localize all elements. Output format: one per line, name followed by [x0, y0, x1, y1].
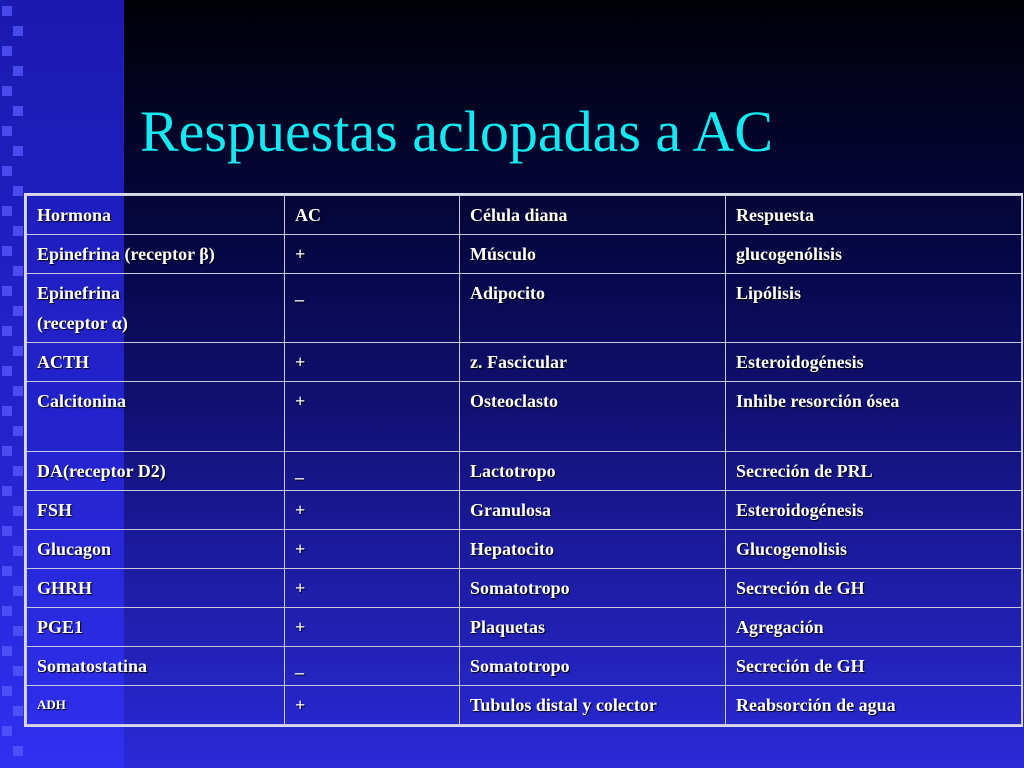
table-row [27, 608, 1022, 647]
cell-celula: Adipocito [460, 274, 726, 343]
decor-square [13, 106, 23, 116]
decor-square [2, 726, 12, 736]
decor-square [13, 666, 23, 676]
decor-square [13, 546, 23, 556]
header-respuesta: Respuesta [726, 196, 1022, 235]
cell-respuesta: Esteroidogénesis [726, 491, 1022, 530]
cell-hormona: GHRH [27, 569, 285, 608]
decor-square [13, 186, 23, 196]
cell-ac: _ [285, 647, 460, 686]
decor-square [2, 326, 12, 336]
decor-square [2, 126, 12, 136]
cell-hormona: Glucagon [27, 530, 285, 569]
table-row [27, 274, 1022, 343]
cell-hormona: DA(receptor D2) [27, 452, 285, 491]
cell-hormona: FSH [27, 491, 285, 530]
cell-hormona: Epinefrina (receptor β) [27, 235, 285, 274]
cell-ac: + [285, 235, 460, 274]
table-row [27, 491, 1022, 530]
cell-hormona: ADH [27, 686, 285, 725]
decor-square [2, 646, 12, 656]
cell-celula: Hepatocito [460, 530, 726, 569]
decor-square [2, 406, 12, 416]
decor-square [13, 386, 23, 396]
cell-ac: + [285, 343, 460, 382]
decor-square [2, 366, 12, 376]
decor-square [13, 26, 23, 36]
table-row [27, 569, 1022, 608]
cell-ac: + [285, 491, 460, 530]
cell-hormona: Somatostatina [27, 647, 285, 686]
cell-ac: + [285, 686, 460, 725]
decor-square [2, 446, 12, 456]
table-row [27, 343, 1022, 382]
decor-square [13, 66, 23, 76]
cell-hormona: PGE1 [27, 608, 285, 647]
decor-square [13, 306, 23, 316]
cell-respuesta: Glucogenolisis [726, 530, 1022, 569]
cell-hormona-line2: (receptor α) [37, 313, 128, 333]
decor-square [2, 286, 12, 296]
header-ac: AC [285, 196, 460, 235]
cell-respuesta: Secreción de PRL [726, 452, 1022, 491]
cell-respuesta: Secreción de GH [726, 647, 1022, 686]
decor-square [2, 686, 12, 696]
decor-square [13, 426, 23, 436]
hormone-table [24, 193, 1023, 727]
decor-square [13, 346, 23, 356]
decor-square [13, 626, 23, 636]
decor-square [13, 706, 23, 716]
header-hormona: Hormona [27, 196, 285, 235]
cell-celula: Osteoclasto [460, 382, 726, 452]
table-header-row [27, 196, 1022, 235]
decor-square [2, 206, 12, 216]
decor-square [13, 226, 23, 236]
decor-square [2, 246, 12, 256]
cell-respuesta: Esteroidogénesis [726, 343, 1022, 382]
cell-celula: Lactotropo [460, 452, 726, 491]
table-row [27, 382, 1022, 452]
decor-square [13, 266, 23, 276]
table-row [27, 452, 1022, 491]
cell-celula: Plaquetas [460, 608, 726, 647]
table-row [27, 530, 1022, 569]
table-row [27, 647, 1022, 686]
decor-square [2, 486, 12, 496]
cell-respuesta: Lipólisis [726, 274, 1022, 343]
decor-square [13, 586, 23, 596]
table-row [27, 686, 1022, 725]
cell-respuesta: glucogenólisis [726, 235, 1022, 274]
cell-celula: Somatotropo [460, 569, 726, 608]
decor-square [13, 746, 23, 756]
decor-square [2, 6, 12, 16]
cell-celula: Somatotropo [460, 647, 726, 686]
cell-celula: Tubulos distal y colector [460, 686, 726, 725]
decor-square [2, 86, 12, 96]
cell-hormona [27, 274, 285, 343]
cell-ac: + [285, 569, 460, 608]
slide-title: Respuestas aclopadas a AC [140, 99, 774, 164]
cell-ac: + [285, 530, 460, 569]
decor-square [2, 526, 12, 536]
decor-square [2, 46, 12, 56]
cell-respuesta: Secreción de GH [726, 569, 1022, 608]
decor-square [13, 506, 23, 516]
cell-ac: _ [285, 274, 460, 343]
table-row [27, 235, 1022, 274]
cell-ac: + [285, 608, 460, 647]
cell-ac: + [285, 382, 460, 452]
cell-celula: z. Fascicular [460, 343, 726, 382]
decor-square [2, 606, 12, 616]
decor-square [2, 166, 12, 176]
cell-respuesta: Inhibe resorción ósea [726, 382, 1022, 452]
cell-ac: _ [285, 452, 460, 491]
cell-celula: Músculo [460, 235, 726, 274]
cell-hormona-line1: Epinefrina [37, 283, 121, 303]
header-celula: Célula diana [460, 196, 726, 235]
cell-respuesta: Reabsorción de agua [726, 686, 1022, 725]
cell-celula: Granulosa [460, 491, 726, 530]
cell-hormona: Calcitonina [27, 382, 285, 452]
cell-respuesta: Agregación [726, 608, 1022, 647]
decor-square [2, 566, 12, 576]
cell-hormona: ACTH [27, 343, 285, 382]
square-pattern [0, 0, 26, 768]
decor-square [13, 466, 23, 476]
decor-square [13, 146, 23, 156]
